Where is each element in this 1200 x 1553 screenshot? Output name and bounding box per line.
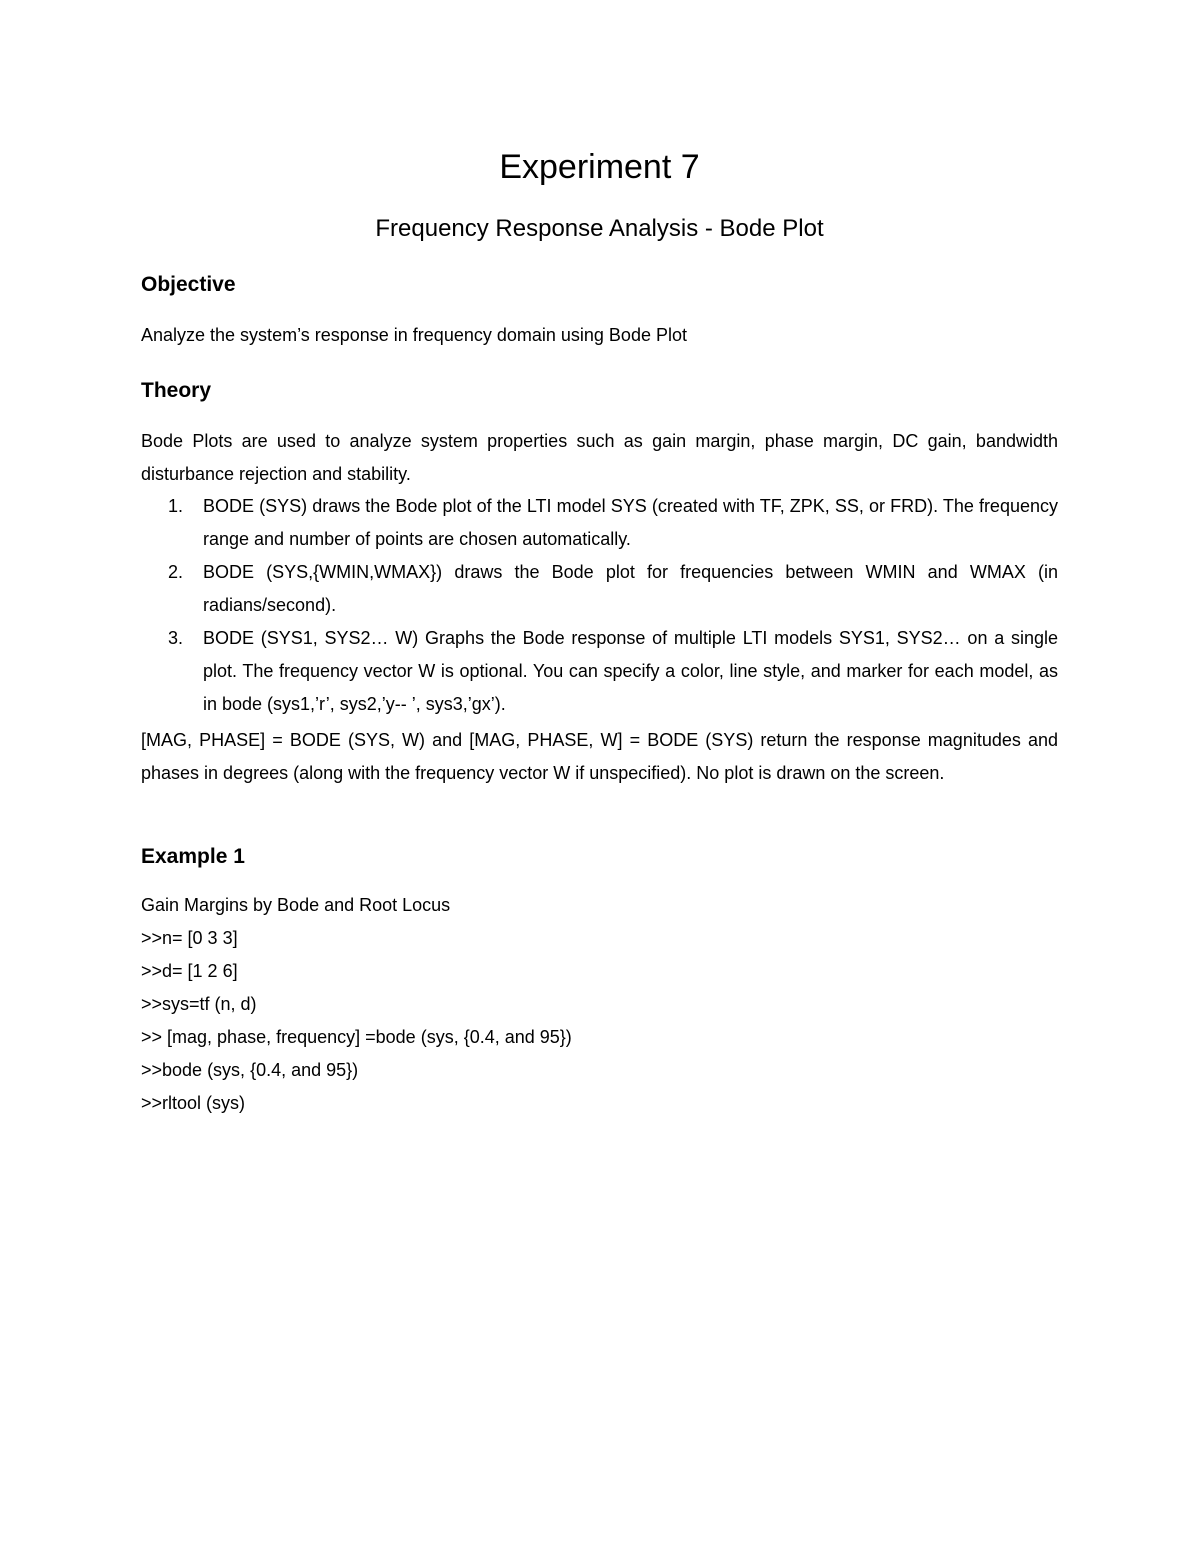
theory-intro: Bode Plots are used to analyze system properties such as gain margin, phase margin, DC gain, bandwidth disturbance rejection and stability. xyxy=(141,431,1058,484)
list-item-number: 1. xyxy=(168,496,184,516)
list-item xyxy=(141,556,1058,622)
list-item-number: 2. xyxy=(168,562,184,582)
page-title: Experiment 7 xyxy=(499,148,700,186)
example-line: >>bode (sys, {0.4, and 95}) xyxy=(141,1060,359,1080)
objective-heading: Objective xyxy=(141,273,236,296)
example-line: >>sys=tf (n, d) xyxy=(141,994,257,1014)
example-line: >>n= [0 3 3] xyxy=(141,928,238,948)
list-item-text: BODE (SYS1, SYS2… W) Graphs the Bode response of multiple LTI models SYS1, SYS2… on a single plot. The frequency vector W is optional. You can specify a color, line style, and marker for each model, as in bode (sys1,’r’, sys2,’y-- ’, sys3,’gx’). xyxy=(203,628,1058,714)
objective-text: Analyze the system’s response in frequency domain using Bode Plot xyxy=(141,325,687,345)
theory-heading: Theory xyxy=(141,379,212,402)
list-item-text: BODE (SYS,{WMIN,WMAX}) draws the Bode plot for frequencies between WMIN and WMAX (in radians/second). xyxy=(203,562,1058,615)
theory-outro: [MAG, PHASE] = BODE (SYS, W) and [MAG, PHASE, W] = BODE (SYS) return the response magnitudes and phases in degrees (along with the frequency vector W if unspecified). No plot is drawn on the screen. xyxy=(141,730,1058,783)
list-item-number: 3. xyxy=(168,628,184,648)
list-item xyxy=(141,490,1058,556)
example-heading: Example 1 xyxy=(141,845,245,868)
example-line: >> [mag, phase, frequency] =bode (sys, {0.4, and 95}) xyxy=(141,1027,572,1047)
theory-list xyxy=(141,490,1058,721)
example-line: Gain Margins by Bode and Root Locus xyxy=(141,895,451,915)
list-item-text: BODE (SYS) draws the Bode plot of the LTI model SYS (created with TF, ZPK, SS, or FRD). The frequency range and number of points are chosen automatically. xyxy=(203,496,1058,549)
page-subtitle: Frequency Response Analysis - Bode Plot xyxy=(375,215,824,242)
example-line: >>d= [1 2 6] xyxy=(141,961,238,981)
example-line: >>rltool (sys) xyxy=(141,1093,246,1113)
example-lines xyxy=(141,889,1058,1120)
list-item xyxy=(141,622,1058,721)
